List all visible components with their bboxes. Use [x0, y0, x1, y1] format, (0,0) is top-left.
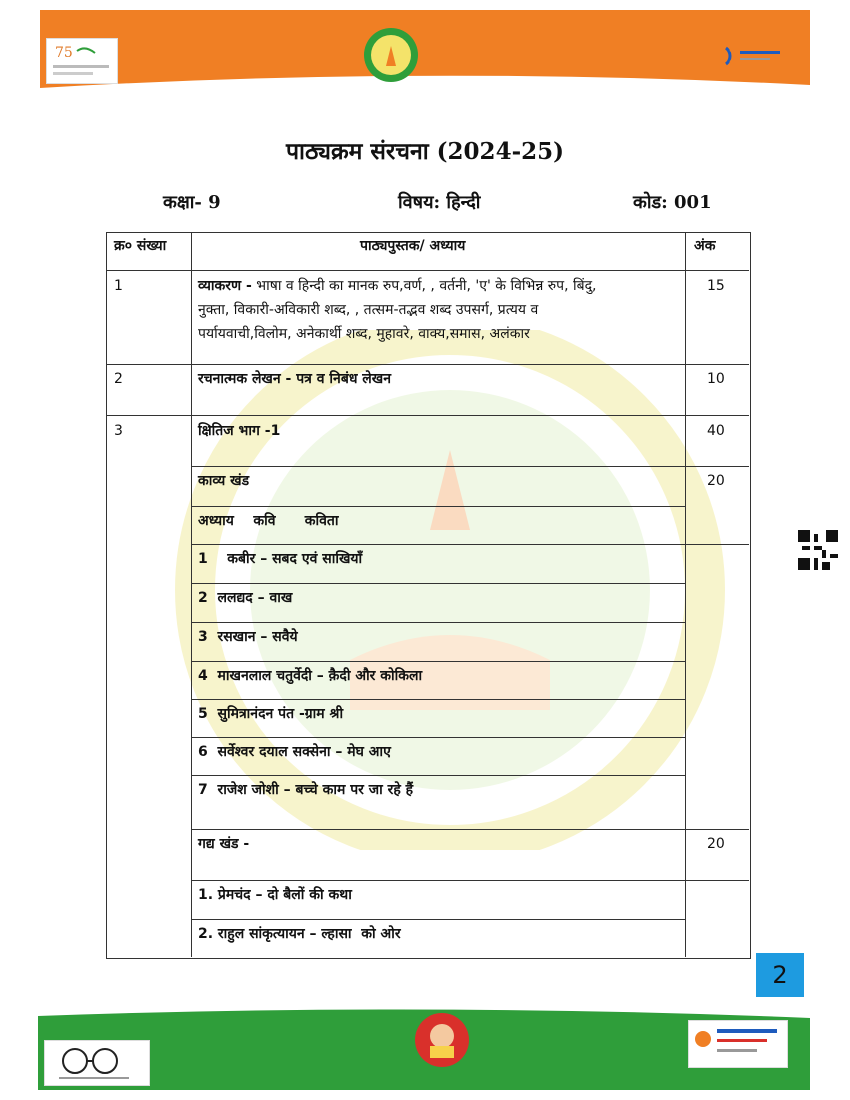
svg-text:75: 75 — [55, 45, 73, 61]
azadi-logo — [46, 38, 118, 84]
gadya-marks: 20 — [707, 836, 725, 852]
row2-content: रचनात्मक लेखन - पत्र व निबंध लेखन — [198, 371, 392, 387]
board-emblem — [362, 26, 420, 84]
kavya-columns: अध्याय कवि कविता — [198, 513, 339, 529]
poem-7: 7 राजेश जोशी – बच्चे काम पर जा रहे हैं — [198, 782, 414, 798]
page-number: 2 — [756, 953, 804, 997]
poem-line-2 — [191, 622, 685, 623]
class-label: कक्षा- 9 — [163, 192, 221, 213]
row2-marks: 10 — [707, 371, 725, 387]
prose-2: 2. राहुल सांकृत्यायन – ल्हासा को ओर — [198, 926, 401, 942]
header-marks: अंक — [694, 238, 716, 254]
qr-code — [798, 530, 838, 570]
poem-line-3 — [191, 661, 685, 662]
right-to-education-logo — [688, 1020, 788, 1068]
row1-content — [198, 274, 680, 346]
row1-heading: व्याकरण - — [198, 278, 252, 294]
row3-book: क्षितिज भाग -1 — [198, 423, 281, 439]
poem-3: 3 रसखान – सवैये — [198, 629, 298, 645]
row2-sno: 2 — [114, 371, 123, 387]
header-banner — [40, 10, 810, 88]
swachh-bharat-logo — [44, 1040, 150, 1086]
col-divider-1 — [191, 232, 192, 957]
poem-line-1 — [191, 583, 685, 584]
beti-bachao-emblem — [414, 1010, 470, 1070]
row3-book-line — [191, 466, 749, 467]
header-row-line — [106, 270, 749, 271]
row1-line2: नुक्ता, विकारी-अविकारी शब्द, , तत्सम-तद्भव शब्द उपसर्ग, प्रत्यय व — [198, 302, 539, 318]
kavya-heading: काव्य खंड — [198, 473, 250, 489]
poem-6: 6 सर्वेश्वर दयाल सक्सेना – मेघ आए — [198, 744, 391, 760]
poem-line-6 — [191, 775, 685, 776]
header-sno: क्र० संख्या — [114, 238, 167, 254]
poem-2: 2 ललद्यद – वाख — [198, 590, 293, 606]
subject-label: विषय: हिन्दी — [398, 192, 481, 213]
row1-line1: भाषा व हिन्दी का मानक रुप,वर्ण, , वर्तनी, 'ए' के विभिन्न रुप, बिंदु, — [251, 278, 597, 294]
row1-line3: पर्यायवाची,विलोम, अनेकार्थी शब्द, मुहावरे, वाक्य,समास, अलंकार — [198, 326, 530, 342]
row3-sno: 3 — [114, 423, 123, 439]
row1-line — [106, 364, 749, 365]
poem-5: 5 सुमित्रानंदन पंत -ग्राम श्री — [198, 706, 344, 722]
row3-book-marks: 40 — [707, 423, 725, 439]
gadya-line — [191, 880, 749, 881]
poem-line-4 — [191, 699, 685, 700]
page-title: पाठ्यक्रम संरचना (2024-25) — [285, 138, 565, 165]
gadya-heading: गद्य खंड - — [198, 836, 250, 852]
col-divider-2 — [685, 232, 686, 957]
row2-line — [106, 415, 749, 416]
digital-india-logo — [722, 44, 786, 68]
kavya-end-line — [191, 544, 749, 545]
prose-1: 1. प्रेमचंद – दो बैलों की कथा — [198, 887, 352, 903]
poem-end-line — [191, 829, 749, 830]
header-content: पाठ्यपुस्तक/ अध्याय — [360, 238, 466, 254]
prose-line — [191, 919, 685, 920]
code-label: कोड: 001 — [633, 192, 712, 213]
kavya-marks: 20 — [707, 473, 725, 489]
row1-sno: 1 — [114, 278, 123, 294]
row1-marks: 15 — [707, 278, 725, 294]
poem-4: 4 माखनलाल चतुर्वेदी – क़ैदी और कोकिला — [198, 668, 423, 684]
kavya-sub-line — [191, 506, 685, 507]
poem-1: 1 कबीर – सबद एवं साखियाँ — [198, 551, 363, 567]
poem-line-5 — [191, 737, 685, 738]
